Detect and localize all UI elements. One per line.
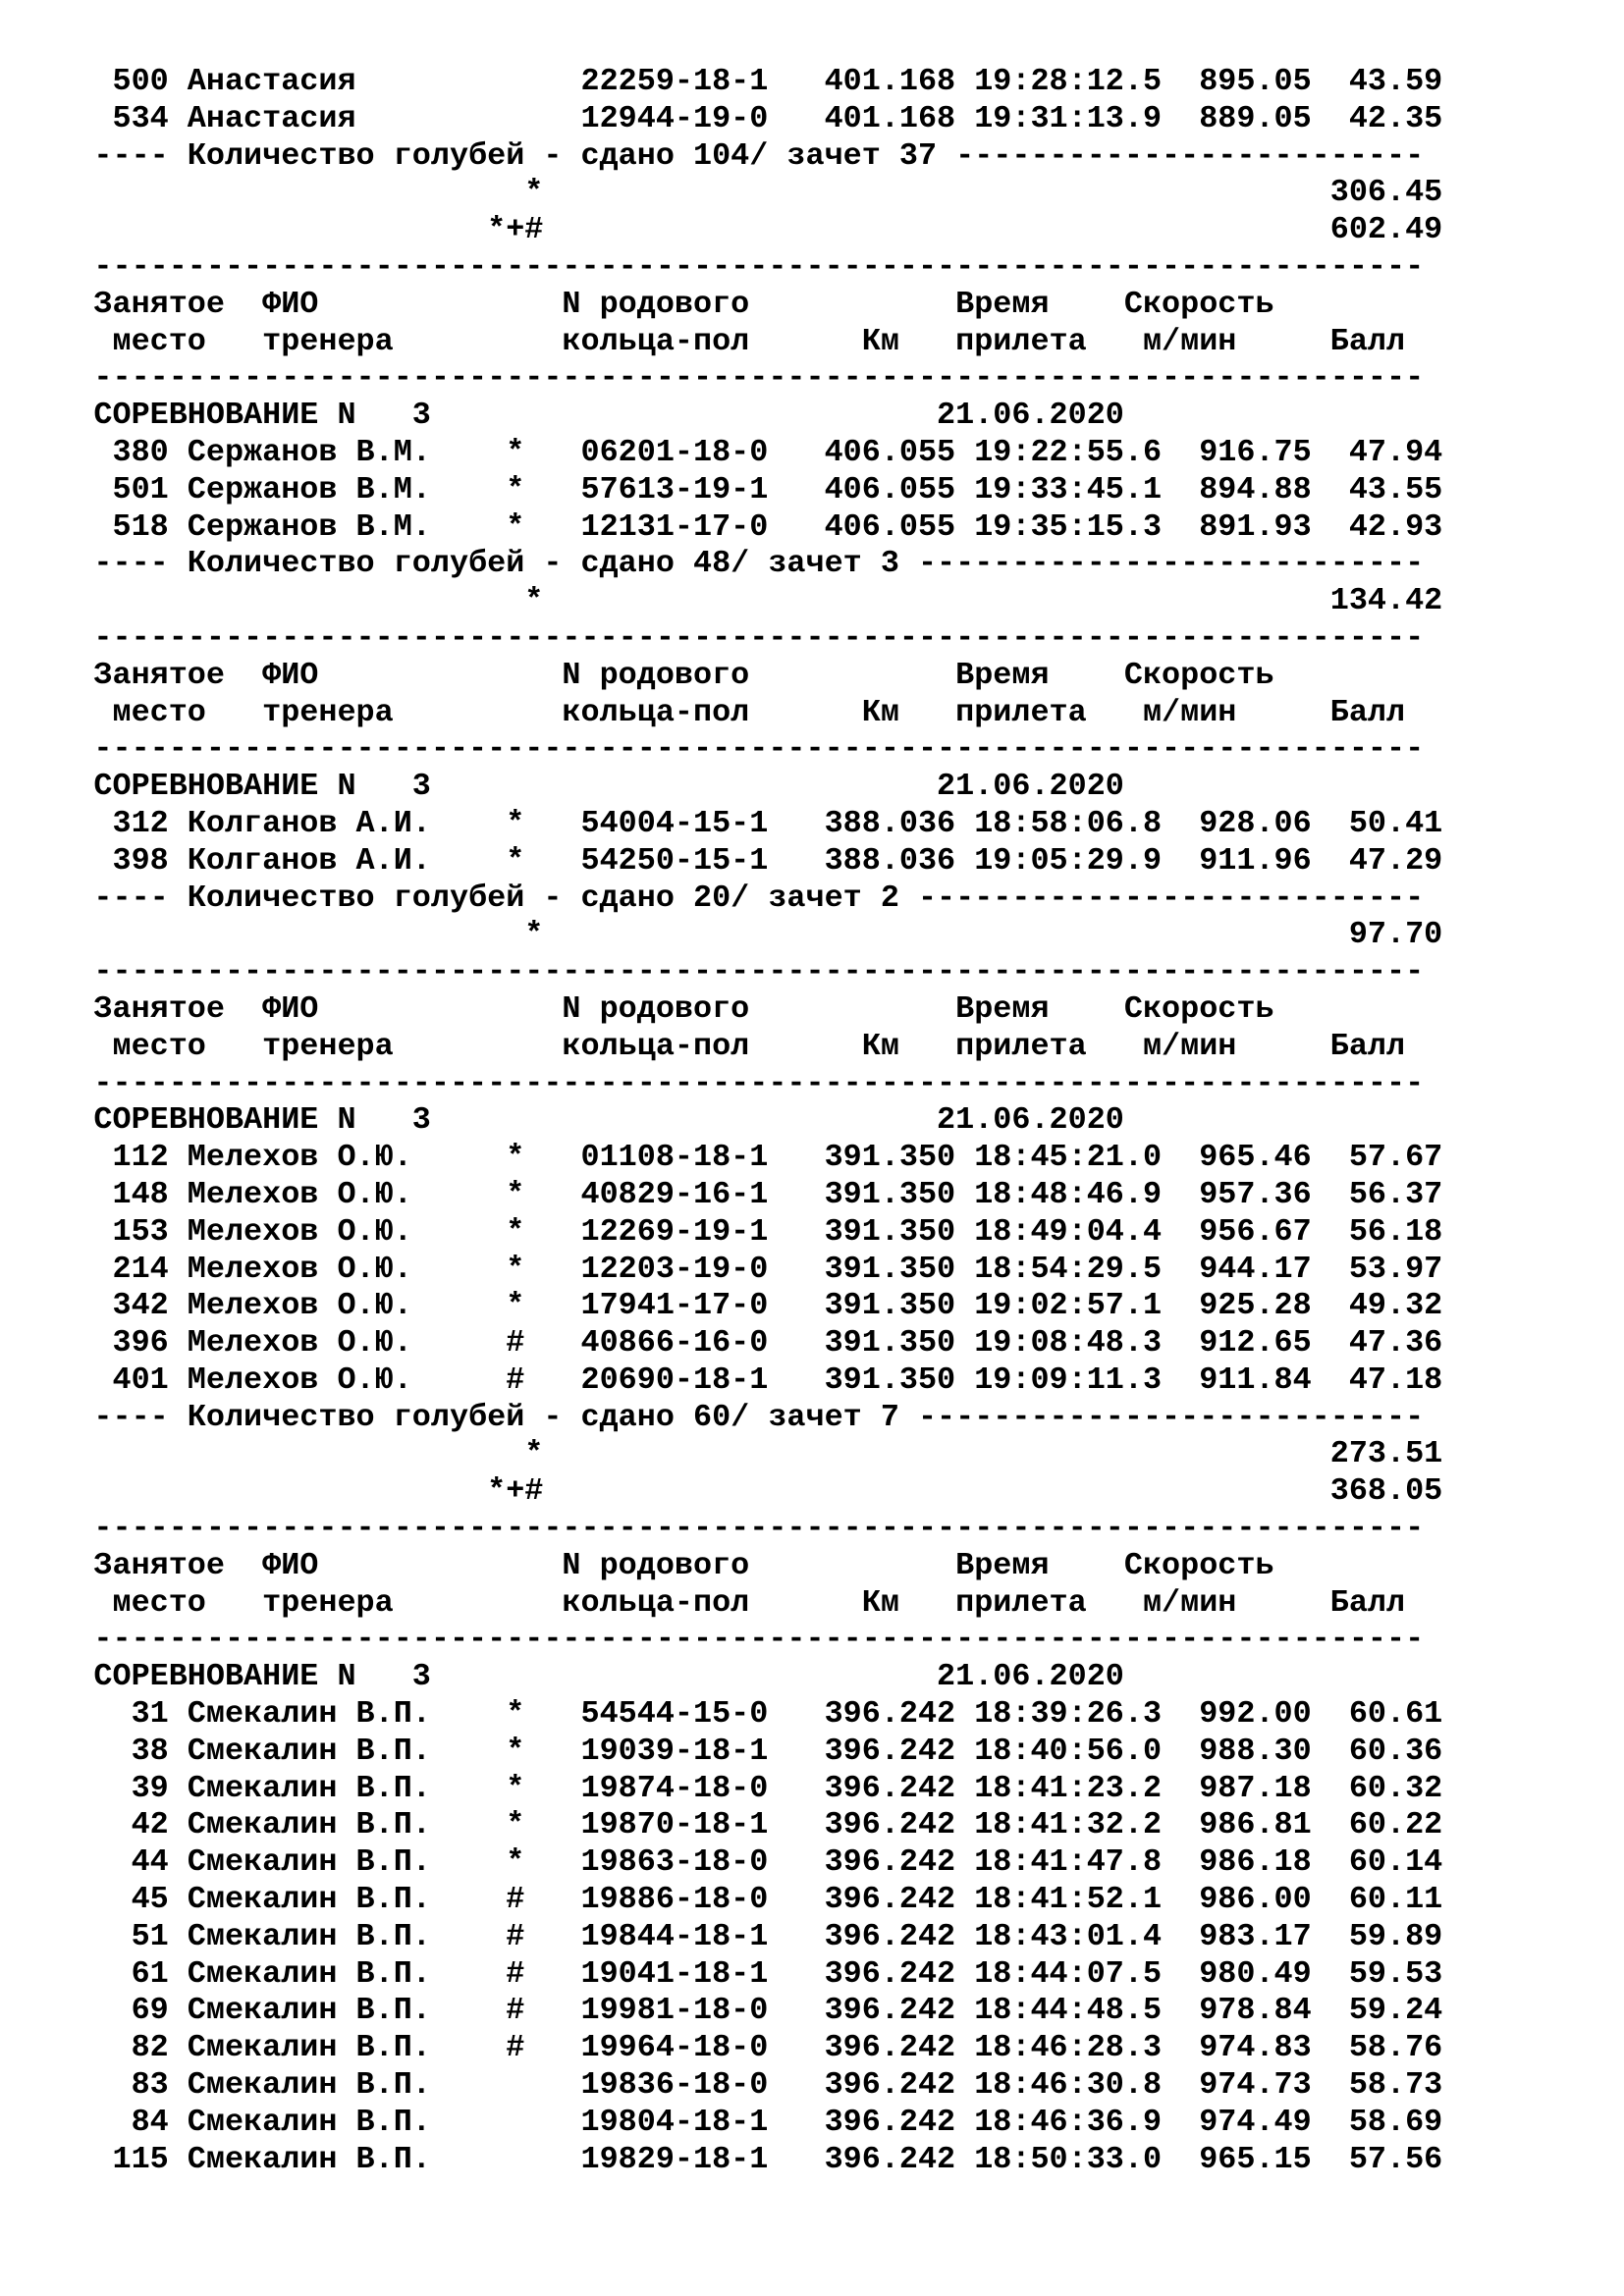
printout-line: Занятое ФИО N родового Время Скорость: [0, 286, 1274, 322]
printout-line: 39 Смекалин В.П. * 19874-18-0 396.242 18:41:23.2 987.18 60.32: [0, 1770, 1443, 1806]
printout-line: -----------------------------------------------------------------------: [0, 1511, 1425, 1547]
printout-line: СОРЕВНОВАНИЕ N 3 21.06.2020: [0, 398, 1124, 434]
printout-line: *+# 602.49: [0, 212, 1443, 248]
printout-line: -----------------------------------------------------------------------: [0, 360, 1425, 397]
printout-line: СОРЕВНОВАНИЕ N 3 21.06.2020: [0, 1102, 1124, 1139]
printout-line: Занятое ФИО N родового Время Скорость: [0, 990, 1274, 1027]
printout-line: 112 Мелехов О.Ю. * 01108-18-1 391.350 18:45:21.0 965.46 57.67: [0, 1140, 1443, 1176]
printout-line: 148 Мелехов О.Ю. * 40829-16-1 391.350 18:48:46.9 957.36 56.37: [0, 1176, 1443, 1212]
printout-line: 45 Смекалин В.П. # 19886-18-0 396.242 18:41:52.1 986.00 60.11: [0, 1882, 1443, 1918]
printout-line: 82 Смекалин В.П. # 19964-18-0 396.242 18:46:28.3 974.83 58.76: [0, 2030, 1443, 2066]
printout-line: 401 Мелехов О.Ю. # 20690-18-1 391.350 19:09:11.3 911.84 47.18: [0, 1362, 1443, 1398]
printout-line: 500 Анастасия 22259-18-1 401.168 19:28:12.5 895.05 43.59: [0, 64, 1443, 99]
printout-line: 342 Мелехов О.Ю. * 17941-17-0 391.350 19:02:57.1 925.28 49.32: [0, 1288, 1443, 1324]
printout-line: СОРЕВНОВАНИЕ N 3 21.06.2020: [0, 769, 1124, 805]
printout-line: 69 Смекалин В.П. # 19981-18-0 396.242 18:44:48.5 978.84 59.24: [0, 1993, 1443, 2029]
printout-line: 153 Мелехов О.Ю. * 12269-19-1 391.350 18:49:04.4 956.67 56.18: [0, 1213, 1443, 1250]
printout-line: 380 Сержанов В.М. * 06201-18-0 406.055 19:22:55.6 916.75 47.94: [0, 434, 1443, 470]
printout-line: * 134.42: [0, 583, 1443, 619]
printout-line: 38 Смекалин В.П. * 19039-18-1 396.242 18:40:56.0 988.30 60.36: [0, 1733, 1443, 1769]
printout-line: 44 Смекалин В.П. * 19863-18-0 396.242 18:41:47.8 986.18 60.14: [0, 1844, 1443, 1881]
printout-line: 312 Колганов А.И. * 54004-15-1 388.036 18:58:06.8 928.06 50.41: [0, 805, 1443, 841]
printout-line: ---- Количество голубей - сдано 48/ зачет 3 ---------------------------: [0, 546, 1425, 582]
printout-line: 31 Смекалин В.П. * 54544-15-0 396.242 18:39:26.3 992.00 60.61: [0, 1696, 1443, 1733]
printout-line: ---- Количество голубей - сдано 20/ зачет 2 ---------------------------: [0, 880, 1425, 916]
printout-line: место тренера кольца-пол Км прилета м/мин Балл: [0, 1584, 1406, 1621]
printout-line: 115 Смекалин В.П. 19829-18-1 396.242 18:50:33.0 965.15 57.56: [0, 2141, 1443, 2177]
printout-line: Занятое ФИО N родового Время Скорость: [0, 657, 1274, 693]
printout-line: 83 Смекалин В.П. 19836-18-0 396.242 18:46:30.8 974.73 58.73: [0, 2067, 1443, 2104]
results-printout: [0, 64, 1442, 2178]
printout-line: 398 Колганов А.И. * 54250-15-1 388.036 19:05:29.9 911.96 47.29: [0, 842, 1443, 879]
printout-line: место тренера кольца-пол Км прилета м/мин Балл: [0, 1028, 1406, 1064]
printout-line: -----------------------------------------------------------------------: [0, 1065, 1425, 1101]
printout-line: -----------------------------------------------------------------------: [0, 619, 1425, 656]
printout-line: 534 Анастасия 12944-19-0 401.168 19:31:13.9 889.05 42.35: [0, 100, 1443, 136]
printout-line: ---- Количество голубей - сдано 104/ зачет 37 -------------------------: [0, 137, 1425, 174]
printout-line: 396 Мелехов О.Ю. # 40866-16-0 391.350 19:08:48.3 912.65 47.36: [0, 1325, 1443, 1362]
printout-line: -----------------------------------------------------------------------: [0, 248, 1425, 285]
printout-line: место тренера кольца-пол Км прилета м/мин Балл: [0, 323, 1406, 359]
printout-line: 84 Смекалин В.П. 19804-18-1 396.242 18:46:36.9 974.49 58.69: [0, 2104, 1443, 2140]
printout-line: * 306.45: [0, 175, 1443, 211]
printout-line: 51 Смекалин В.П. # 19844-18-1 396.242 18:43:01.4 983.17 59.89: [0, 1918, 1443, 1954]
printout-line: 214 Мелехов О.Ю. * 12203-19-0 391.350 18:54:29.5 944.17 53.97: [0, 1251, 1443, 1287]
printout-line: ---- Количество голубей - сдано 60/ зачет 7 ---------------------------: [0, 1399, 1425, 1435]
printout-line: * 97.70: [0, 917, 1443, 953]
printout-line: 518 Сержанов В.М. * 12131-17-0 406.055 19:35:15.3 891.93 42.93: [0, 508, 1443, 545]
printout-line: 61 Смекалин В.П. # 19041-18-1 396.242 18:44:07.5 980.49 59.53: [0, 1955, 1443, 1992]
printout-line: СОРЕВНОВАНИЕ N 3 21.06.2020: [0, 1659, 1124, 1695]
printout-line: 42 Смекалин В.П. * 19870-18-1 396.242 18:41:32.2 986.81 60.22: [0, 1807, 1443, 1843]
printout-line: -----------------------------------------------------------------------: [0, 731, 1425, 768]
printout-line: -----------------------------------------------------------------------: [0, 954, 1425, 990]
printout-line: -----------------------------------------------------------------------: [0, 1622, 1425, 1658]
printout-line: место тренера кольца-пол Км прилета м/мин Балл: [0, 694, 1406, 730]
printout-line: * 273.51: [0, 1436, 1443, 1472]
printout-line: *+# 368.05: [0, 1473, 1443, 1510]
printout-line: 501 Сержанов В.М. * 57613-19-1 406.055 19:33:45.1 894.88 43.55: [0, 471, 1443, 507]
printout-line: Занятое ФИО N родового Время Скорость: [0, 1547, 1274, 1583]
